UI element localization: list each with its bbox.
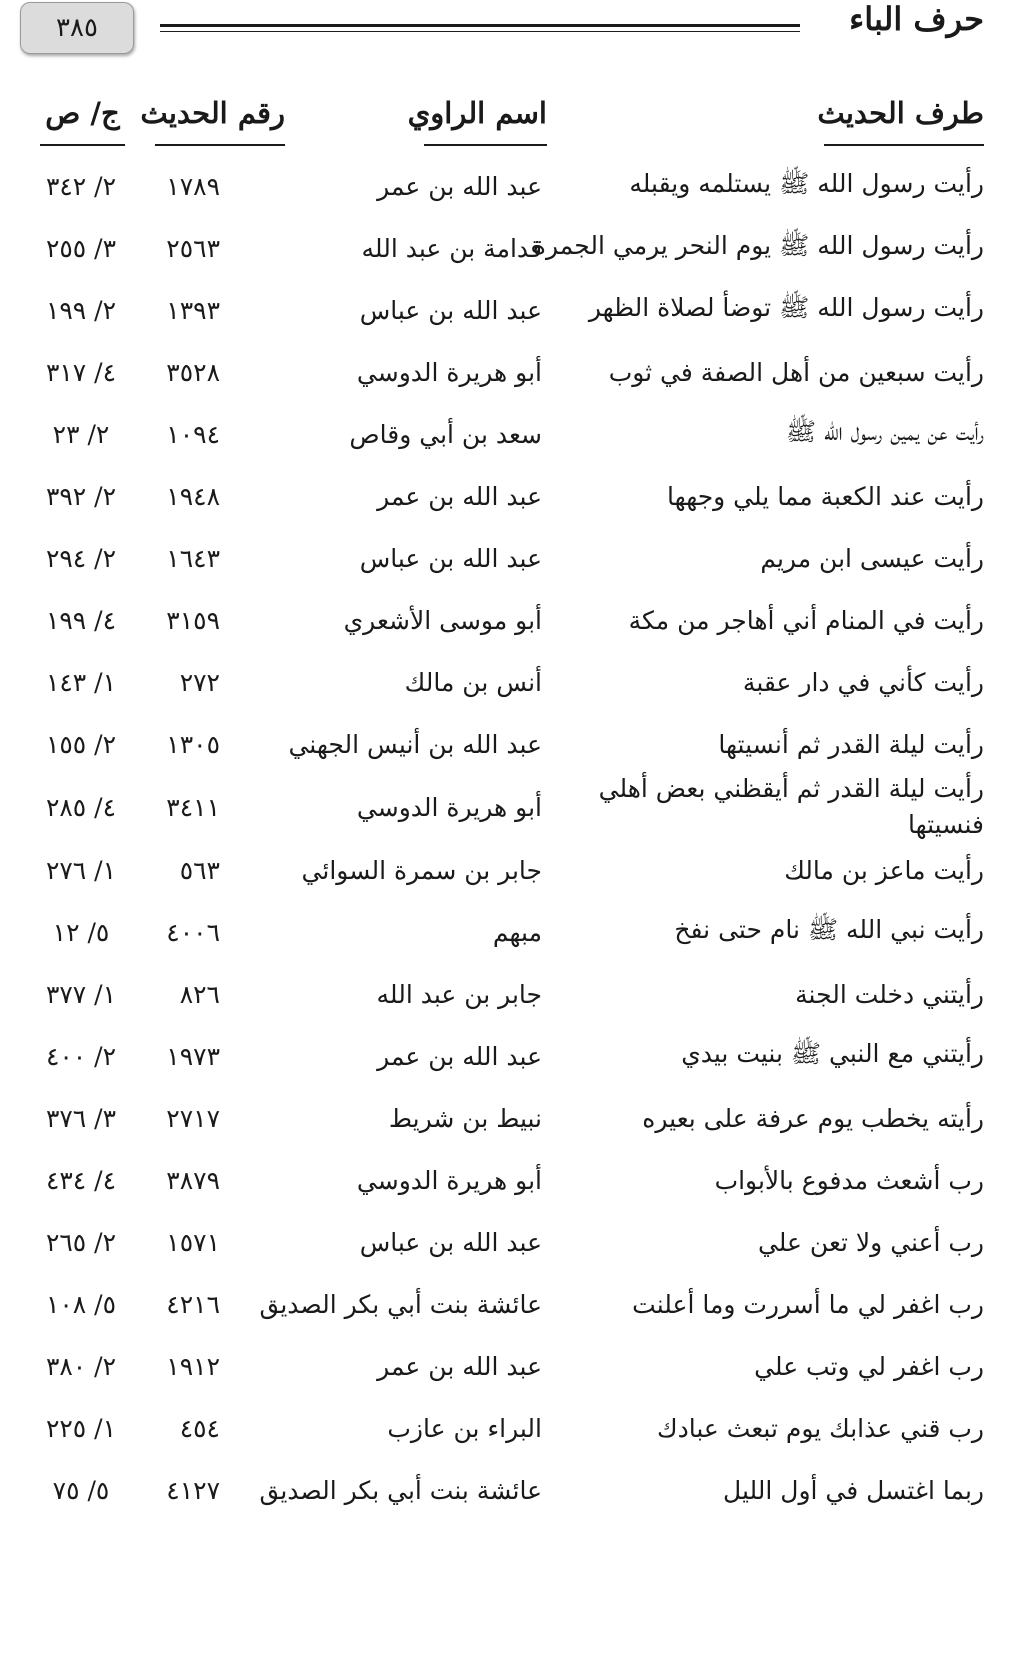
volume-page-ref: ٢/ ٤٠٠ (45, 1041, 117, 1071)
narrator-name: عبد الله بن أنيس الجهني (288, 729, 542, 759)
table-row (0, 901, 1010, 963)
header-rule-thin (160, 31, 800, 32)
hadith-number: ١٧٨٩ (166, 171, 220, 201)
hadith-number: ١٣٠٥ (166, 729, 220, 759)
hadith-number: ٢٧٢ (179, 667, 220, 697)
volume-page-ref: ٤/ ٣١٧ (45, 357, 117, 387)
narrator-name: البراء بن عازب (387, 1413, 542, 1443)
table-row (0, 963, 1010, 1025)
hadith-number: ١٩٧٣ (166, 1041, 220, 1071)
table-row (0, 527, 1010, 589)
hadith-number: ١٩١٢ (166, 1351, 220, 1381)
hadith-number: ٤٥٤ (179, 1413, 220, 1443)
table-row (0, 1211, 1010, 1273)
volume-page-ref: ٥/ ١٠٨ (45, 1289, 117, 1319)
volume-page-ref: ٢/ ١٩٩ (45, 295, 117, 325)
hadith-tarf: رب اغفر لي ما أسررت وما أعلنت (632, 1289, 984, 1319)
table-row (0, 1273, 1010, 1335)
volume-page-ref: ١/ ٢٧٦ (45, 855, 117, 885)
hadith-tarf: رأيت رسول الله ﷺ يوم النحر يرمي الجمرة (532, 230, 984, 260)
table-row (0, 279, 1010, 341)
volume-page-ref: ٢/ ٣٤٢ (45, 171, 117, 201)
narrator-name: عبد الله بن عباس (359, 543, 542, 573)
volume-page-ref: ١/ ٢٢٥ (45, 1413, 117, 1443)
table-row (0, 1459, 1010, 1521)
narrator-name: أبو هريرة الدوسي (356, 792, 542, 822)
volume-page-ref: ٢/ ٢٩٤ (45, 543, 117, 573)
hadith-number: ٢٧١٧ (166, 1103, 220, 1133)
table-row (0, 651, 1010, 713)
volume-page-ref: ٢/ ٣٨٠ (45, 1351, 117, 1381)
volume-page-ref: ٣/ ٣٧٦ (45, 1103, 117, 1133)
table-row (0, 1149, 1010, 1211)
hadith-index-table (0, 155, 1010, 1521)
table-row (0, 155, 1010, 217)
volume-page-ref: ٥/ ١٢ (52, 917, 110, 947)
hadith-tarf: رب أعني ولا تعن علي (757, 1227, 984, 1257)
table-row (0, 1025, 1010, 1087)
volume-page-ref: ١/ ٣٧٧ (45, 979, 117, 1009)
table-row (0, 1335, 1010, 1397)
table-row (0, 589, 1010, 651)
table-row (0, 775, 1010, 839)
hadith-number: ٨٢٦ (179, 979, 220, 1009)
narrator-name: أبو موسى الأشعري (343, 605, 542, 635)
narrator-name: مبهم (492, 917, 542, 947)
narrator-name: عائشة بنت أبي بكر الصديق (259, 1475, 542, 1505)
narrator-name: أنس بن مالك (404, 667, 542, 697)
hadith-number: ٣١٥٩ (166, 605, 220, 635)
narrator-name: عبد الله بن عمر (377, 171, 542, 201)
narrator-name: عبد الله بن عمر (377, 481, 542, 511)
table-row (0, 1087, 1010, 1149)
volume-page-ref: ٤/ ٤٣٤ (45, 1165, 117, 1195)
volume-page-ref: ٢/ ٢٣ (52, 419, 110, 449)
hadith-tarf: رأيت عن يمين رسول الله ﷺ (785, 416, 984, 446)
hadith-number: ١٠٩٤ (166, 419, 220, 449)
narrator-name: أبو هريرة الدوسي (356, 357, 542, 387)
hadith-number: ٢٥٦٣ (166, 233, 220, 263)
table-row (0, 839, 1010, 901)
narrator-name: عبد الله بن عباس (359, 295, 542, 325)
hadith-number: ١٣٩٣ (166, 295, 220, 325)
page-number-tab: ٣٨٥ (20, 2, 134, 54)
volume-page-ref: ٢/ ١٥٥ (45, 729, 117, 759)
table-row (0, 403, 1010, 465)
hadith-tarf: رأيت ماعز بن مالك (784, 855, 984, 885)
hadith-tarf: رب قني عذابك يوم تبعث عبادك (657, 1413, 984, 1443)
hadith-tarf: رب أشعث مدفوع بالأبواب (714, 1165, 984, 1195)
hadith-number: ٣٤١١ (166, 792, 220, 822)
column-header-tarf: طرف الحديث (824, 96, 984, 146)
hadith-tarf: رأيت سبعين من أهل الصفة في ثوب (608, 357, 984, 387)
table-row (0, 341, 1010, 403)
table-row (0, 1397, 1010, 1459)
volume-page-ref: ٢/ ٢٦٥ (45, 1227, 117, 1257)
volume-page-ref: ٤/ ١٩٩ (45, 605, 117, 635)
narrator-name: عبد الله بن عمر (377, 1041, 542, 1071)
volume-page-ref: ٣/ ٢٥٥ (45, 233, 117, 263)
header-rule-thick (160, 24, 800, 27)
hadith-tarf: رأيت نبي الله ﷺ نام حتى نفخ (674, 914, 984, 944)
hadith-tarf: رأيت رسول الله ﷺ توضأ لصلاة الظهر (588, 292, 984, 322)
narrator-name: عبد الله بن عباس (359, 1227, 542, 1257)
volume-page-ref: ٢/ ٣٩٢ (45, 481, 117, 511)
table-row (0, 713, 1010, 775)
hadith-tarf: رب اغفر لي وتب علي (754, 1351, 984, 1381)
volume-page-ref: ١/ ١٤٣ (45, 667, 117, 697)
hadith-number: ١٦٤٣ (166, 543, 220, 573)
hadith-tarf: رأيت رسول الله ﷺ يستلمه ويقبله (629, 168, 984, 198)
hadith-tarf: رأيت كأني في دار عقبة (742, 667, 984, 697)
hadith-number: ٣٨٧٩ (166, 1165, 220, 1195)
hadith-tarf: رأيت ليلة القدر ثم أيقظني بعض أهلي فنسيتها (598, 774, 984, 839)
hadith-number: ٤٠٠٦ (166, 917, 220, 947)
hadith-number: ١٥٧١ (166, 1227, 220, 1257)
volume-page-ref: ٥/ ٧٥ (52, 1475, 110, 1505)
hadith-number: ٥٦٣ (179, 855, 220, 885)
hadith-tarf: رأيت في المنام أني أهاجر من مكة (628, 605, 984, 635)
column-header-number: رقم الحديث (155, 96, 285, 146)
hadith-tarf: ربما اغتسل في أول الليل (723, 1475, 984, 1505)
narrator-name: قدامة بن عبد الله (361, 233, 542, 263)
narrator-name: عائشة بنت أبي بكر الصديق (259, 1289, 542, 1319)
hadith-tarf: رأيتني دخلت الجنة (795, 979, 984, 1009)
narrator-name: سعد بن أبي وقاص (349, 419, 542, 449)
chapter-title: حرف الباء (849, 0, 984, 38)
volume-page-ref: ٤/ ٢٨٥ (45, 792, 117, 822)
hadith-tarf: رأيتني مع النبي ﷺ بنيت بيدي (681, 1038, 984, 1068)
narrator-name: أبو هريرة الدوسي (356, 1165, 542, 1195)
hadith-tarf: رأيت عيسى ابن مريم (760, 543, 984, 573)
narrator-name: نبيط بن شريط (388, 1103, 542, 1133)
hadith-tarf: رأيت ليلة القدر ثم أنسيتها (718, 729, 984, 759)
narrator-name: جابر بن عبد الله (376, 979, 542, 1009)
hadith-tarf: رأيته يخطب يوم عرفة على بعيره (642, 1103, 984, 1133)
narrator-name: عبد الله بن عمر (377, 1351, 542, 1381)
narrator-name: جابر بن سمرة السوائي (301, 855, 542, 885)
hadith-tarf: رأيت عند الكعبة مما يلي وجهها (667, 481, 984, 511)
table-row (0, 217, 1010, 279)
hadith-number: ٣٥٢٨ (166, 357, 220, 387)
hadith-number: ٤٢١٦ (166, 1289, 220, 1319)
table-row (0, 465, 1010, 527)
column-header-volume-page: ج/ ص (40, 96, 125, 146)
hadith-number: ١٩٤٨ (166, 481, 220, 511)
hadith-number: ٤١٢٧ (166, 1475, 220, 1505)
column-header-rawi: اسم الراوي (424, 96, 547, 146)
